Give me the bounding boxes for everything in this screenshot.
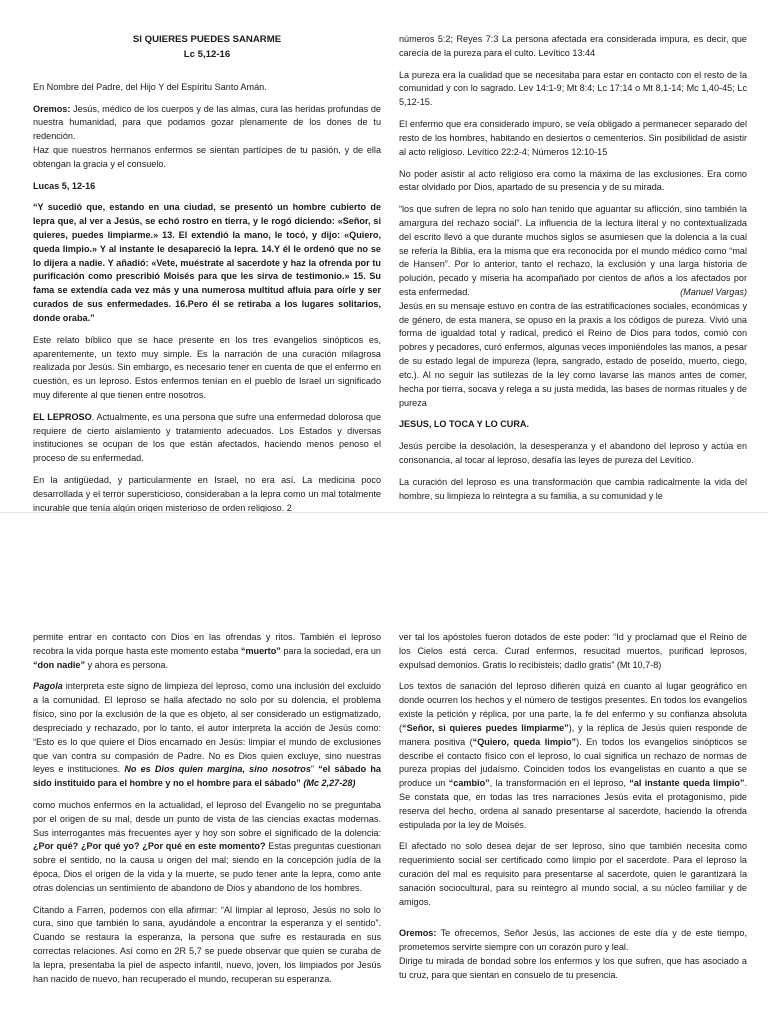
paragraph-numeros: números 5:2; Reyes 7:3 La persona afectada era considerada impura, es decir, que carecía de la pureza para el culto. Levítico 13:44 — [399, 34, 747, 58]
page1-right-column — [399, 33, 747, 511]
paragraph-pureza: La pureza era la cualidad que se necesitaba para estar en contacto con el resto de la comunidad y con lo sagrado. Lev 14:1-9; Mt 8:4; Lc 17:14 o Mt 8,1-14; Mc 1,40-45; Lc 5,12-15. — [399, 69, 747, 108]
page2-left-column — [33, 631, 381, 995]
opening-prayer-2: Haz que nuestros hermanos enfermos se sientan partícipes de tu pasión, y de ella obtengan la gracia y el consuelo. — [33, 144, 381, 169]
paragraph-no-asistir: No poder asistir al acto religioso era como la máxima de las exclusiones. Era como estar olvidado por Dios, apartado de su presencia y de su mirada. — [399, 168, 747, 193]
paragraph-apostoles: ver tal los apóstoles fueron dotados de este poder: “Id y proclamad que el Reino de los Cielos está cerca. Curad enfermos, resucitad muertos, purificad leprosos, expulsad demonios. Gratis lo recibisteis; dadlo gratis” (Mt 10,7-8) — [399, 632, 747, 670]
sanacion-bold-4: “al instante queda limpio” — [629, 778, 745, 789]
document-page-2 — [0, 512, 768, 1024]
paragraph-permite — [33, 631, 381, 672]
paragraph-impuro: El enfermo que era considerado impuro, se veía obligado a permanecer separado del resto de los hombres, habitando en desiertos o cementerios. Sin posibilidad de asistir al acto religioso. Levítico 22:2-4; Números 12:10-15 — [399, 119, 747, 157]
paragraph-percibe: Jesús percibe la desolación, la desesperanza y el abandono del leproso y actúa en consonancia, al tocar al leproso, desafía las leyes de pureza del Levítico. — [399, 441, 747, 465]
paragraph-afectado: El afectado no solo desea dejar de ser leproso, sino que también necesita como requerimiento social ser certificado como limpio por el sacerdote. Para el leproso la curación del mal es requisito para presentarse al sacerdote, quien le garantizará la sanación sociocultural, para su reintegro al mundo social, a su núcleo familiar y de amigos. — [399, 841, 747, 907]
paragraph-farren: Citando a Farren, podemos con ella afirmar: “Al limpiar al leproso, Jesús no solo lo cura, sino que también lo sana, ayudándole a encontrar la esperanza y el sentido”. Cuando se restaura la esperanza, la persona que sufre es restaurada en sus correctas relaciones. Así como en 2R 5,7 se puede observar que quien se curaba de la lepra, presentaba la piel de aspecto infantil, nuevo, joven, los limpiados por Jesús han nacido de nuevo, han recuperado el mundo, recuperan su esperanza. — [33, 904, 381, 984]
paragraph-textos-sanacion — [399, 680, 747, 832]
paragraph-curacion: La curación del leproso es una transformación que cambia radicalmente la vida del hombre, su limpieza lo reintegra a su familia, a su comunidad y le — [399, 476, 747, 501]
paragraph-leproso — [33, 411, 381, 466]
pagola-ref: (Mc 2,27-28) — [300, 778, 356, 789]
closing-prayer-2: Dirige tu mirada de bondad sobre los enfermos y los que sufren, que has asociado a tu cruz, para que sientan en consuelo de tu presencia. — [399, 956, 747, 980]
prayer-label: Oremos: — [33, 103, 71, 114]
pagola-text-a: interpreta este signo de limpieza del leproso, como una inclusión del excluido a la comunidad. El leproso se halla afectado no solo por su dolencia, el problema físico, sino por la exclusión de la que es objeto, al ser considerado un estigmatizado, despreciado y rechazado, por lo tanto, el autor interpreta la acción de Jesús como: “Esto es lo que quiere el Dios encarnado en Jesús: limpiar el mundo de exclusiones que van contra su compasión de Padre. No es Dios quien excluye, sino nuestras leyes e instituciones. — [33, 681, 381, 775]
document-subtitle: Lc 5,12-16 — [183, 48, 231, 60]
gospel-reference: Lucas 5, 12-16 — [33, 180, 96, 191]
gospel-text: “Y sucedió que, estando en una ciudad, se presentó un hombre cubierto de lepra que, al ver a Jesús, se echó rostro en tierra, y le rogó diciendo: «Señor, si quieres, puedes limpiarme.» 13. El extendió la mano, le tocó, y dijo: «Quiero, queda limpio.» Y al instante le desapareció la lepra. 14.Y él le ordenó que no se lo dijera a nadie. Y añadió: «Vete, muéstrate al sacerdote y haz la ofrenda por tu purificación como prescribió Moisés para que les sirva de testimonio.» 15. Su fama se extendía cada vez más y una numerosa multitud afluía para oírle y ser curados de sus enfermedades. 16.Pero él se retiraba a los lugares solitarios, donde oraba.” — [33, 202, 381, 323]
pagola-text-b: ” — [310, 764, 319, 775]
pagola-bold-2: “el sábado ha sido instituido para el hombre y no el hombre para el sábado” — [33, 764, 381, 789]
closing-prayer-text: Te ofrecemos, Señor Jesús, las acciones de este día y de este tiempo, prometemos servirte siempre con un corazón puro y leal. — [399, 928, 747, 953]
paragraph-pagola — [33, 680, 381, 791]
section-heading-toca: JESUS, LO TOCA Y LO CURA. — [399, 419, 530, 430]
sufren-text: “los que sufren de lepra no solo han tenido que aguantar su aflicción, sino también la amargura del rechazo social”. La influencia de la lectura literal y no contextualizada del escrito llevó a que durante muchos siglos se asumiesen que la dolencia a la cual se refería la Biblia, era la misma que era reconocida por el mundo médico como “mal de Hansen”. Por lo anterior, tanto el rechazo, la exclusión y una larga historia de polución, pecado y miseria ha acompañado por cientos de años a los afectados por esta enfermedad. — [399, 204, 747, 297]
sanacion-text-c: ). En todos los evangelios sinópticos se describe el contacto físico con el leproso, lo cual significa un rechazo de normas de pureza propias del judaísmo. Coinciden todos los evangelistas en cuanto a que se produce un — [399, 736, 748, 789]
page2-right-column — [399, 631, 747, 991]
page1-left-column — [33, 33, 381, 512]
paragraph-sufren — [399, 203, 747, 300]
closing-prayer-label: Oremos: — [399, 928, 437, 939]
document-title: SI QUIERES PUEDES SANARME — [132, 34, 282, 45]
sanacion-bold-2: “Quiero, queda limpio” — [472, 736, 577, 747]
muerto-quote: “muerto” — [240, 645, 281, 656]
citation-vargas: (Manuel Vargas) — [680, 287, 747, 297]
don-nadie-quote: “don nadie” — [33, 659, 86, 670]
opening-prayer — [33, 103, 381, 144]
pagola-name: Pagola — [33, 681, 63, 692]
leproso-label: EL LEPROSO — [33, 411, 92, 422]
paragraph-relato: Este relato bíblico que se hace presente en los tres evangelios sinópticos es, aparentemente, un texto muy simple. Es la narración de una curación milagrosa realizada por Jesús. Sin embargo, es necesario tener en cuenta de que el enfermo en cuestión, es un leproso. Estos enfermos tenían en el pueblo de Israel un significado muy diferente al que tienen entre nosotros. — [33, 334, 381, 400]
como-muchos-text-a: como muchos enfermos en la actualidad, el leproso del Evangelio no se preguntaba por el origen de su mal, desde un punto de vista de las ciencias exactas modernas. Sus interrogantes más frecuentes ayer y hoy son sobre el significado de la dolencia: — [33, 799, 381, 838]
spacer — [399, 917, 747, 927]
sanacion-text-e: . Se constata que, en todas las tres narraciones Jesús evita el protagonismo, pide reserva del hecho, ordena al sanado presentarse al sacerdote, haciendo la ofrenda estipulada por la ley de Moisés. — [399, 778, 747, 830]
pagola-bold-1: No es Dios quien margina, sino nosotros — [124, 764, 311, 775]
sanacion-text-b: ), y la réplica de Jesús quien responde de manera positiva ( — [399, 722, 747, 747]
sanacion-bold-3: “cambio” — [448, 778, 490, 789]
permite-text-c: y ahora es persona. — [85, 659, 168, 670]
document-title-block — [33, 33, 381, 63]
permite-text-b: para la sociedad, era un — [280, 645, 381, 656]
sanacion-text-d: , la transformación en el leproso, — [489, 778, 630, 789]
paragraph-como-muchos — [33, 799, 381, 896]
como-muchos-text-b: Estas preguntas cuestionan sobre el sentido, no la causa u origen del mal; siendo en la concepción judía de la época, Dios el origen de la vida y la muerte, se pudo tener ante la lepra, como ante otras dolencias un sentimiento de abandono de Dios y abandono de los hombres. — [33, 841, 381, 893]
closing-prayer — [399, 927, 747, 955]
leproso-text: . Actualmente, es una persona que sufre una enfermedad dolorosa que requiere de cierto aislamiento y tratamiento adecuados. Los Estados y diversas instituciones se ocupan de los que están afectados, haciendo menos penoso el proceso de su enfermedad. — [33, 411, 381, 464]
prayer-text: Jesús, médico de los cuerpos y de las almas, cura las heridas profundas de nuestra humanidad, para que podamos gozar plenamente de los dones de tu redención. — [33, 103, 381, 142]
invocation-text: En Nombre del Padre, del Hijo Y del Espíritu Santo Amán. — [33, 81, 267, 92]
sanacion-bold-1: “Señor, si quieres puedes limpiarme” — [402, 722, 569, 733]
questions-bold: ¿Por qué? ¿Por qué yo? ¿Por qué en este momento? — [33, 841, 266, 852]
sanacion-text-a: Los textos de sanación del leproso difieren quizá en cuanto al lugar geográfico en donde ocurren los hechos y el número de testigos presentes. En todos los evangelios existe la petición y réplica, por una parte, la fe del enfermo y su confianza absoluta ( — [399, 681, 747, 733]
paragraph-antiguedad: En la antigüedad, y particularmente en Israel, no era así. La medicina poco desarrollada y el terror supersticioso, consideraban a la lepra como un mal totalmente incurable que tenía algún origen misterioso de orden religioso. 2 — [33, 475, 381, 512]
paragraph-mensaje: Jesús en su mensaje estuvo en contra de las estratificaciones sociales, económicas y de género, de esta manera, se opuso en la praxis a los códigos de pureza. Vivió una forma de igualdad total y radical, predicó el Reino de Dios para todos, comió con pobres y pecadores, curó enfermos, algunas veces imponiéndoles las manos, a pesar de su estado legal de impureza (lepra, sangrado, estado de poseído, muerto, ciego, etc.). Al no seguir las sutilezas de la ley como lavarse las manos antes de comer, hecha por tierra, socava y relega a su justa medida, las bases de normas rituales y de pureza — [399, 300, 747, 408]
permite-text-a: permite entrar en contacto con Dios en las ofrendas y ritos. También el leproso recobra la vida porque hasta este momento estaba — [33, 632, 381, 656]
